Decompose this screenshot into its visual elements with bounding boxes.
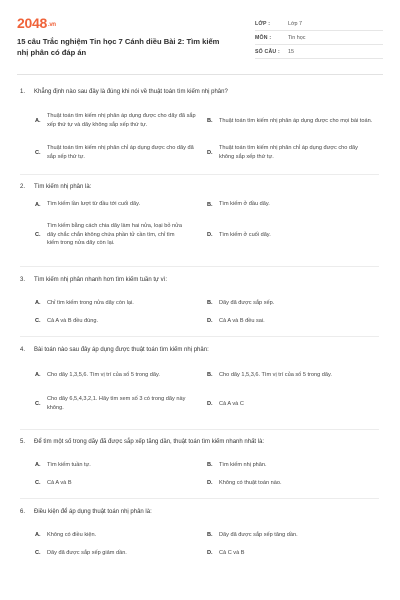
option-a[interactable] (35, 197, 207, 212)
question-text: Bài toán nào sau đây áp dụng được thuật toán tìm kiếm nhị phân: (34, 347, 209, 353)
option-letter: B. (207, 532, 213, 538)
option-text: Cả A và B đều sai. (219, 317, 265, 324)
option-text: Tìm kiếm tuần tự. (47, 461, 91, 468)
option-b[interactable] (207, 524, 379, 546)
option-letter: A. (35, 532, 41, 538)
question-head (20, 508, 379, 517)
option-letter: A. (35, 372, 41, 378)
options (20, 197, 379, 258)
option-d[interactable] (207, 314, 379, 328)
options (20, 454, 379, 490)
option-c[interactable] (35, 476, 207, 490)
meta-value: Tin học (288, 34, 306, 41)
option-c[interactable] (35, 139, 207, 167)
option-letter: C. (35, 550, 41, 556)
option-a[interactable] (35, 524, 207, 546)
option-d[interactable] (207, 139, 379, 167)
option-b[interactable] (207, 103, 379, 139)
question-text: Tìm kiếm nhị phân nhanh hơn tìm kiếm tuần tự vì: (34, 277, 168, 283)
option-letter: B. (207, 201, 213, 208)
option-d[interactable] (207, 546, 379, 560)
question-4 (20, 337, 379, 430)
option-text: Tìm kiếm bằng cách chia dãy làm hai nửa, loại bỏ nửa dãy chắc chắn không chứa phần tử cần tìm, chỉ tìm kiếm trong nửa dãy còn lại. (47, 223, 182, 247)
option-text: Cho dãy 6,5,4,3,2,1. Hãy tìm xem số 3 có trong dãy này không. (47, 396, 186, 411)
question-number: 1. (20, 89, 26, 95)
option-c[interactable] (35, 546, 207, 560)
question-head (20, 276, 379, 285)
option-text: Thuật toán tìm kiếm nhị phân áp dụng được cho dãy đã sắp xếp thứ tự và dãy không sắp xếp thứ tự. (47, 113, 196, 128)
question-number: 4. (20, 347, 26, 353)
meta-label: SỐ CÂU : (255, 48, 280, 55)
option-letter: D. (207, 401, 213, 407)
question-text: Tìm kiếm nhị phân là: (34, 184, 92, 190)
question-head (20, 88, 379, 97)
option-b[interactable] (207, 361, 379, 389)
question-5 (20, 430, 379, 499)
option-letter: A. (35, 300, 41, 306)
option-letter: C. (35, 480, 41, 486)
option-text: Thuật toán tìm kiếm nhị phân áp dụng được cho mọi bài toán. (219, 117, 373, 124)
header-left (17, 16, 232, 68)
option-b[interactable] (207, 292, 379, 314)
question-number: 2. (20, 184, 26, 190)
logo-main: 2048 (17, 15, 47, 31)
option-text: Cả A và B (47, 479, 72, 486)
option-text: Dãy đã được sắp xếp tăng dần. (219, 531, 298, 538)
option-text: Dãy đã được sắp xếp giảm dần. (47, 549, 127, 556)
option-letter: B. (207, 300, 213, 306)
option-a[interactable] (35, 454, 207, 476)
quiz-meta (255, 17, 383, 68)
question-head (20, 438, 379, 447)
options (20, 103, 379, 167)
question-text: Để tìm một số trong dãy đã được sắp xếp tăng dần, thuật toán tìm kiếm nhanh nhất là: (34, 439, 265, 445)
option-letter: B. (207, 372, 213, 378)
option-c[interactable] (35, 389, 207, 419)
question-3 (20, 267, 379, 337)
option-a[interactable] (35, 361, 207, 389)
option-b[interactable] (207, 454, 379, 476)
meta-label: MÔN : (255, 34, 272, 41)
question-2 (20, 175, 379, 267)
options (20, 292, 379, 328)
question-number: 5. (20, 439, 26, 445)
site-logo[interactable] (17, 16, 232, 32)
option-text: Cả A và C (219, 400, 244, 407)
option-text: Cho dãy 1,3,5,6. Tìm vị trí của số 5 trong dãy. (47, 371, 160, 378)
option-letter: D. (207, 232, 213, 238)
option-b[interactable] (207, 197, 379, 212)
option-letter: C. (35, 150, 41, 156)
option-letter: A. (35, 201, 41, 208)
question-head (20, 183, 379, 192)
option-text: Cả C và B (219, 549, 245, 556)
question-text: Khẳng định nào sau đây là đúng khi nói về thuật toán tìm kiếm nhị phân? (34, 89, 228, 95)
question-head (20, 346, 379, 355)
option-a[interactable] (35, 292, 207, 314)
option-text: Cho dãy 1,5,3,6. Tìm vị trí của số 5 trong dãy. (219, 371, 332, 378)
question-number: 3. (20, 277, 26, 283)
option-d[interactable] (207, 212, 379, 258)
question-6 (20, 499, 379, 560)
option-letter: A. (35, 462, 41, 468)
option-letter: C. (35, 401, 41, 407)
option-d[interactable] (207, 476, 379, 490)
option-text: Cả A và B đều đúng. (47, 317, 99, 324)
page-title: 15 câu Trắc nghiệm Tin học 7 Cánh diều Bài 2: Tìm kiếm nhị phân có đáp án (17, 37, 220, 57)
option-letter: C. (35, 318, 41, 324)
meta-value: Lớp 7 (288, 20, 303, 27)
question-list (17, 75, 383, 560)
option-c[interactable] (35, 314, 207, 328)
option-text: Tìm kiếm ở đầu dãy. (219, 201, 270, 208)
meta-row-subject (255, 31, 383, 45)
option-c[interactable] (35, 212, 207, 258)
option-a[interactable] (35, 103, 207, 139)
option-letter: B. (207, 118, 213, 124)
question-text: Điều kiện để áp dụng thuật toán nhị phân là: (34, 509, 152, 515)
option-text: Tìm kiếm ở cuối dãy. (219, 231, 271, 238)
option-letter: D. (207, 318, 213, 324)
option-letter: B. (207, 462, 213, 468)
option-text: Thuật toán tìm kiếm nhị phân chỉ áp dụng được cho dãy không sắp xếp thứ tự. (219, 145, 358, 160)
option-letter: A. (35, 118, 41, 124)
option-text: Dãy đã được sắp xếp. (219, 299, 275, 306)
option-text: Tìm kiếm nhị phân. (219, 461, 267, 468)
meta-label: LỚP : (255, 20, 271, 27)
option-letter: D. (207, 480, 213, 486)
meta-row-count (255, 45, 383, 59)
option-text: Không có thuật toán nào. (219, 479, 282, 486)
meta-value: 15 (288, 48, 294, 55)
option-letter: D. (207, 150, 213, 156)
question-1 (20, 75, 379, 175)
meta-row-class (255, 17, 383, 31)
option-d[interactable] (207, 389, 379, 419)
option-text: Tìm kiếm lần lượt từ đầu tới cuối dãy. (47, 201, 141, 208)
question-number: 6. (20, 509, 26, 515)
option-text: Chỉ tìm kiếm trong nửa dãy còn lại. (47, 299, 134, 306)
options (20, 361, 379, 419)
options (20, 524, 379, 560)
logo-suffix: .vn (47, 22, 56, 28)
page-header (17, 0, 383, 68)
option-letter: D. (207, 550, 213, 556)
option-text: Thuật toán tìm kiếm nhị phân chỉ áp dụng được cho dãy đã sắp xếp thứ tự. (47, 145, 194, 160)
option-letter: C. (35, 232, 41, 238)
option-text: Không có điều kiện. (47, 531, 97, 538)
